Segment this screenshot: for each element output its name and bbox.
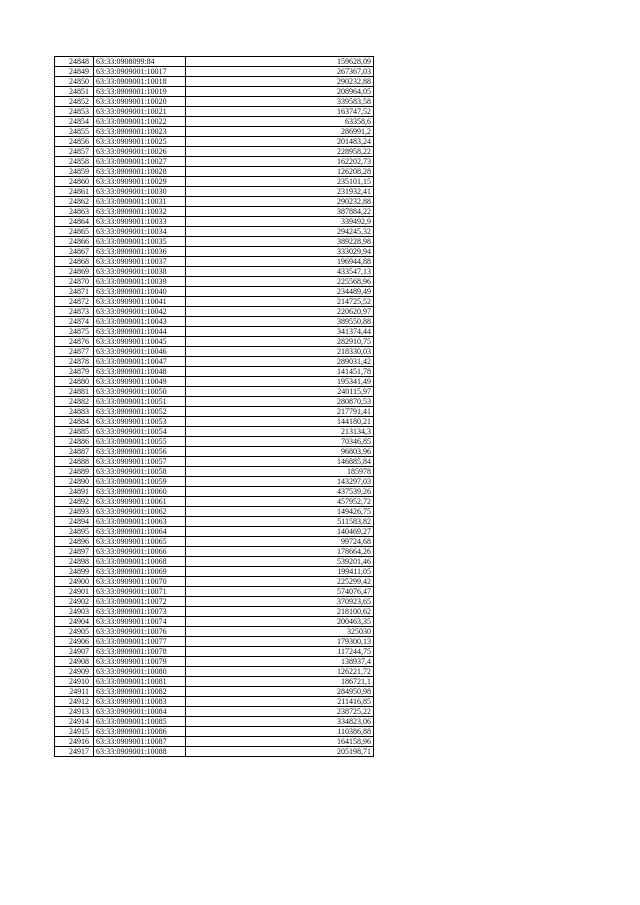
cadastral-number-cell: 63:33:0909001:10020 — [94, 97, 186, 107]
table-row — [55, 747, 374, 757]
value-cell: 126221,72 — [186, 667, 374, 677]
value-cell: 143297,03 — [186, 477, 374, 487]
cadastral-number-cell: 63:33:0909001:10029 — [94, 177, 186, 187]
value-cell: 387884,22 — [186, 207, 374, 217]
cadastral-number-cell: 63:33:0909001:10060 — [94, 487, 186, 497]
value-cell: 178664,26 — [186, 547, 374, 557]
value-cell: 141451,78 — [186, 367, 374, 377]
value-cell: 196944,88 — [186, 257, 374, 267]
cadastral-number-cell: 63:33:0909001:10051 — [94, 397, 186, 407]
value-cell: 186721,1 — [186, 677, 374, 687]
table-row — [55, 337, 374, 347]
row-number-cell: 24863 — [55, 207, 94, 217]
row-number-cell: 24884 — [55, 417, 94, 427]
cadastral-number-cell: 63:33:0909001:10043 — [94, 317, 186, 327]
cadastral-number-cell: 63:33:0909001:10079 — [94, 657, 186, 667]
cadastral-number-cell: 63:33:0909001:10023 — [94, 127, 186, 137]
cadastral-number-cell: 63:33:0909001:10062 — [94, 507, 186, 517]
row-number-cell: 24876 — [55, 337, 94, 347]
row-number-cell: 24855 — [55, 127, 94, 137]
table-row — [55, 117, 374, 127]
table-row — [55, 607, 374, 617]
value-cell: 200463,35 — [186, 617, 374, 627]
table-row — [55, 427, 374, 437]
value-cell: 201483,24 — [186, 137, 374, 147]
cadastral-number-cell: 63:33:0909001:10038 — [94, 267, 186, 277]
row-number-cell: 24899 — [55, 567, 94, 577]
value-cell: 185978 — [186, 467, 374, 477]
row-number-cell: 24911 — [55, 687, 94, 697]
row-number-cell: 24864 — [55, 217, 94, 227]
row-number-cell: 24881 — [55, 387, 94, 397]
value-cell: 140469,27 — [186, 527, 374, 537]
value-cell: 334823,06 — [186, 717, 374, 727]
cadastral-number-cell: 63:33:0909001:10072 — [94, 597, 186, 607]
cadastral-number-cell: 63:33:0909001:10035 — [94, 237, 186, 247]
value-cell: 163747,52 — [186, 107, 374, 117]
value-cell: 205198,71 — [186, 747, 374, 757]
value-cell: 294245,32 — [186, 227, 374, 237]
row-number-cell: 24908 — [55, 657, 94, 667]
cadastral-number-cell: 63:33:0909001:10084 — [94, 707, 186, 717]
cadastral-number-cell: 63:33:0909001:10042 — [94, 307, 186, 317]
table-row — [55, 97, 374, 107]
value-cell: 267367,03 — [186, 67, 374, 77]
table-row — [55, 137, 374, 147]
table-row — [55, 87, 374, 97]
row-number-cell: 24874 — [55, 317, 94, 327]
table-row — [55, 277, 374, 287]
cadastral-number-cell: 63:33:0909001:10044 — [94, 327, 186, 337]
cadastral-number-cell: 63:33:0909001:10036 — [94, 247, 186, 257]
row-number-cell: 24891 — [55, 487, 94, 497]
value-cell: 126208,28 — [186, 167, 374, 177]
table-row — [55, 657, 374, 667]
row-number-cell: 24882 — [55, 397, 94, 407]
row-number-cell: 24883 — [55, 407, 94, 417]
row-number-cell: 24890 — [55, 477, 94, 487]
cadastral-number-cell: 63:33:0909001:10034 — [94, 227, 186, 237]
row-number-cell: 24866 — [55, 237, 94, 247]
row-number-cell: 24880 — [55, 377, 94, 387]
cadastral-number-cell: 63:33:0909001:10065 — [94, 537, 186, 547]
cadastral-number-cell: 63:33:0909001:10082 — [94, 687, 186, 697]
cadastral-number-cell: 63:33:0909001:10071 — [94, 587, 186, 597]
table-row — [55, 587, 374, 597]
cadastral-number-cell: 63:33:0909001:10026 — [94, 147, 186, 157]
table-row — [55, 347, 374, 357]
row-number-cell: 24902 — [55, 597, 94, 607]
table-row — [55, 317, 374, 327]
table-row — [55, 677, 374, 687]
table-row — [55, 487, 374, 497]
value-cell: 286991,2 — [186, 127, 374, 137]
cadastral-number-cell: 63:33:0909001:10066 — [94, 547, 186, 557]
row-number-cell: 24852 — [55, 97, 94, 107]
row-number-cell: 24850 — [55, 77, 94, 87]
value-cell: 231932,41 — [186, 187, 374, 197]
table-row — [55, 697, 374, 707]
table-row — [55, 717, 374, 727]
cadastral-number-cell: 63:33:0909001:10055 — [94, 437, 186, 447]
value-cell: 433547,13 — [186, 267, 374, 277]
table-row — [55, 577, 374, 587]
table-row — [55, 687, 374, 697]
value-cell: 341374,44 — [186, 327, 374, 337]
cadastral-number-cell: 63:33:0909001:10025 — [94, 137, 186, 147]
table-row — [55, 197, 374, 207]
table-row — [55, 297, 374, 307]
row-number-cell: 24885 — [55, 427, 94, 437]
cadastral-number-cell: 63:33:0909001:10041 — [94, 297, 186, 307]
row-number-cell: 24849 — [55, 67, 94, 77]
value-cell: 218330,03 — [186, 347, 374, 357]
value-cell: 199411,05 — [186, 567, 374, 577]
row-number-cell: 24913 — [55, 707, 94, 717]
table-row — [55, 557, 374, 567]
cadastral-number-cell: 63:33:0909001:10059 — [94, 477, 186, 487]
row-number-cell: 24851 — [55, 87, 94, 97]
table-row — [55, 177, 374, 187]
cadastral-number-cell: 63:33:0909001:10077 — [94, 637, 186, 647]
table-row — [55, 567, 374, 577]
value-cell: 63358,6 — [186, 117, 374, 127]
table-row — [55, 667, 374, 677]
value-cell: 96803,96 — [186, 447, 374, 457]
row-number-cell: 24858 — [55, 157, 94, 167]
cadastral-number-cell: 63:33:0909001:10087 — [94, 737, 186, 747]
value-cell: 211416,85 — [186, 697, 374, 707]
cadastral-number-cell: 63:33:0909001:10030 — [94, 187, 186, 197]
table-row — [55, 377, 374, 387]
cadastral-number-cell: 63:33:0909001:10056 — [94, 447, 186, 457]
cadastral-number-cell: 63:33:0909001:10057 — [94, 457, 186, 467]
value-cell: 159628,09 — [186, 57, 374, 67]
value-cell: 240115,97 — [186, 387, 374, 397]
cadastral-number-cell: 63:33:0909001:10054 — [94, 427, 186, 437]
row-number-cell: 24906 — [55, 637, 94, 647]
cadastral-number-cell: 63:33:0909001:10046 — [94, 347, 186, 357]
row-number-cell: 24895 — [55, 527, 94, 537]
row-number-cell: 24871 — [55, 287, 94, 297]
table-row — [55, 287, 374, 297]
row-number-cell: 24873 — [55, 307, 94, 317]
row-number-cell: 24887 — [55, 447, 94, 457]
value-cell: 289031,42 — [186, 357, 374, 367]
row-number-cell: 24910 — [55, 677, 94, 687]
row-number-cell: 24886 — [55, 437, 94, 447]
cadastral-number-cell: 63:33:0909001:10058 — [94, 467, 186, 477]
table-row — [55, 547, 374, 557]
value-cell: 195341,49 — [186, 377, 374, 387]
table-row — [55, 637, 374, 647]
value-cell: 149426,75 — [186, 507, 374, 517]
table-row — [55, 247, 374, 257]
cadastral-number-cell: 63:33:0909001:10069 — [94, 567, 186, 577]
value-cell: 138937,4 — [186, 657, 374, 667]
value-cell: 539201,46 — [186, 557, 374, 567]
table-row — [55, 537, 374, 547]
value-cell: 117244,75 — [186, 647, 374, 657]
table-row — [55, 367, 374, 377]
row-number-cell: 24909 — [55, 667, 94, 677]
cadastral-number-cell: 63:33:0909001:10045 — [94, 337, 186, 347]
row-number-cell: 24848 — [55, 57, 94, 67]
cadastral-number-cell: 63:33:0909001:10033 — [94, 217, 186, 227]
value-cell: 164158,96 — [186, 737, 374, 747]
value-cell: 325030 — [186, 627, 374, 637]
row-number-cell: 24861 — [55, 187, 94, 197]
table-row — [55, 167, 374, 177]
table-row — [55, 397, 374, 407]
table-row — [55, 237, 374, 247]
value-cell: 370923,65 — [186, 597, 374, 607]
value-cell: 214725,52 — [186, 297, 374, 307]
row-number-cell: 24860 — [55, 177, 94, 187]
cadastral-number-cell: 63:33:0909001:10081 — [94, 677, 186, 687]
value-cell: 146885,84 — [186, 457, 374, 467]
value-cell: 290232,88 — [186, 77, 374, 87]
cadastral-number-cell: 63:33:0909001:10080 — [94, 667, 186, 677]
value-cell: 238725,22 — [186, 707, 374, 717]
cadastral-number-cell: 63:33:0909001:10070 — [94, 577, 186, 587]
row-number-cell: 24897 — [55, 547, 94, 557]
value-cell: 280870,53 — [186, 397, 374, 407]
table-row — [55, 127, 374, 137]
value-cell: 217791,41 — [186, 407, 374, 417]
row-number-cell: 24900 — [55, 577, 94, 587]
row-number-cell: 24859 — [55, 167, 94, 177]
row-number-cell: 24893 — [55, 507, 94, 517]
value-cell: 208964,05 — [186, 87, 374, 97]
cadastral-number-cell: 63:33:0909001:10085 — [94, 717, 186, 727]
table-row — [55, 357, 374, 367]
row-number-cell: 24869 — [55, 267, 94, 277]
row-number-cell: 24903 — [55, 607, 94, 617]
row-number-cell: 24878 — [55, 357, 94, 367]
value-cell: 389228,98 — [186, 237, 374, 247]
value-cell: 574076,47 — [186, 587, 374, 597]
cadastral-number-cell: 63:33:0909001:10064 — [94, 527, 186, 537]
value-cell: 162202,73 — [186, 157, 374, 167]
value-cell: 179300,13 — [186, 637, 374, 647]
cadastral-number-cell: 63:33:0909001:10074 — [94, 617, 186, 627]
cadastral-number-cell: 63:33:0909001:10050 — [94, 387, 186, 397]
cadastral-number-cell: 63:33:0909001:10047 — [94, 357, 186, 367]
table-row — [55, 417, 374, 427]
value-cell: 234489,49 — [186, 287, 374, 297]
cadastral-number-cell: 63:33:0909001:10063 — [94, 517, 186, 527]
cadastral-number-cell: 63:33:0909001:10017 — [94, 67, 186, 77]
cadastral-number-cell: 63:33:0909001:10052 — [94, 407, 186, 417]
table-row — [55, 467, 374, 477]
row-number-cell: 24862 — [55, 197, 94, 207]
row-number-cell: 24907 — [55, 647, 94, 657]
row-number-cell: 24916 — [55, 737, 94, 747]
cadastral-number-cell: 63:33:0909001:10088 — [94, 747, 186, 757]
table-row — [55, 707, 374, 717]
table-row — [55, 307, 374, 317]
table-row — [55, 647, 374, 657]
table-row — [55, 227, 374, 237]
row-number-cell: 24905 — [55, 627, 94, 637]
cadastral-number-cell: 63:33:0909001:10068 — [94, 557, 186, 567]
value-cell: 110386,88 — [186, 727, 374, 737]
row-number-cell: 24856 — [55, 137, 94, 147]
row-number-cell: 24875 — [55, 327, 94, 337]
value-cell: 70346,85 — [186, 437, 374, 447]
value-cell: 389550,88 — [186, 317, 374, 327]
row-number-cell: 24901 — [55, 587, 94, 597]
cadastral-number-cell: 63:33:0908099:84 — [94, 57, 186, 67]
row-number-cell: 24904 — [55, 617, 94, 627]
cadastral-number-cell: 63:33:0909001:10073 — [94, 607, 186, 617]
table-row — [55, 187, 374, 197]
table-row — [55, 257, 374, 267]
cadastral-number-cell: 63:33:0909001:10019 — [94, 87, 186, 97]
value-cell: 99724,68 — [186, 537, 374, 547]
row-number-cell: 24896 — [55, 537, 94, 547]
row-number-cell: 24854 — [55, 117, 94, 127]
table-row — [55, 407, 374, 417]
table-row — [55, 147, 374, 157]
table-row — [55, 517, 374, 527]
cadastral-number-cell: 63:33:0909001:10032 — [94, 207, 186, 217]
table-row — [55, 507, 374, 517]
table-row — [55, 157, 374, 167]
value-cell: 339583,58 — [186, 97, 374, 107]
value-cell: 282910,75 — [186, 337, 374, 347]
table-body — [55, 57, 374, 757]
cadastral-number-cell: 63:33:0909001:10040 — [94, 287, 186, 297]
table-row — [55, 67, 374, 77]
value-cell: 225568,96 — [186, 277, 374, 287]
value-cell: 220620,97 — [186, 307, 374, 317]
row-number-cell: 24879 — [55, 367, 94, 377]
cadastral-number-cell: 63:33:0909001:10028 — [94, 167, 186, 177]
table-row — [55, 267, 374, 277]
row-number-cell: 24872 — [55, 297, 94, 307]
table-row — [55, 57, 374, 67]
value-cell: 228958,22 — [186, 147, 374, 157]
cadastral-number-cell: 63:33:0909001:10027 — [94, 157, 186, 167]
table-row — [55, 477, 374, 487]
row-number-cell: 24898 — [55, 557, 94, 567]
table-row — [55, 107, 374, 117]
value-cell: 333029,94 — [186, 247, 374, 257]
row-number-cell: 24853 — [55, 107, 94, 117]
value-cell: 290232,88 — [186, 197, 374, 207]
row-number-cell: 24857 — [55, 147, 94, 157]
table-row — [55, 727, 374, 737]
table-row — [55, 77, 374, 87]
cadastral-number-cell: 63:33:0909001:10086 — [94, 727, 186, 737]
cadastral-number-cell: 63:33:0909001:10061 — [94, 497, 186, 507]
cadastral-number-cell: 63:33:0909001:10049 — [94, 377, 186, 387]
table-row — [55, 447, 374, 457]
row-number-cell: 24892 — [55, 497, 94, 507]
cadastral-number-cell: 63:33:0909001:10078 — [94, 647, 186, 657]
table-row — [55, 497, 374, 507]
value-cell: 235101,15 — [186, 177, 374, 187]
cadastral-number-cell: 63:33:0909001:10022 — [94, 117, 186, 127]
value-cell: 225299,42 — [186, 577, 374, 587]
value-cell: 437539,26 — [186, 487, 374, 497]
value-cell: 339492,9 — [186, 217, 374, 227]
table-row — [55, 737, 374, 747]
value-cell: 511583,82 — [186, 517, 374, 527]
table-row — [55, 457, 374, 467]
cadastral-number-cell: 63:33:0909001:10053 — [94, 417, 186, 427]
value-cell: 457952,72 — [186, 497, 374, 507]
row-number-cell: 24915 — [55, 727, 94, 737]
table-row — [55, 327, 374, 337]
table-row — [55, 617, 374, 627]
table-row — [55, 207, 374, 217]
table-row — [55, 527, 374, 537]
row-number-cell: 24870 — [55, 277, 94, 287]
value-cell: 144180,21 — [186, 417, 374, 427]
cadastral-number-cell: 63:33:0909001:10021 — [94, 107, 186, 117]
row-number-cell: 24867 — [55, 247, 94, 257]
row-number-cell: 24894 — [55, 517, 94, 527]
row-number-cell: 24888 — [55, 457, 94, 467]
row-number-cell: 24912 — [55, 697, 94, 707]
cadastral-number-cell: 63:33:0909001:10039 — [94, 277, 186, 287]
table-row — [55, 597, 374, 607]
cadastral-table — [54, 56, 374, 757]
cadastral-number-cell: 63:33:0909001:10083 — [94, 697, 186, 707]
value-cell: 213134,3 — [186, 427, 374, 437]
value-cell: 284950,98 — [186, 687, 374, 697]
value-cell: 218100,62 — [186, 607, 374, 617]
row-number-cell: 24889 — [55, 467, 94, 477]
row-number-cell: 24914 — [55, 717, 94, 727]
cadastral-number-cell: 63:33:0909001:10037 — [94, 257, 186, 267]
table-row — [55, 437, 374, 447]
row-number-cell: 24917 — [55, 747, 94, 757]
row-number-cell: 24877 — [55, 347, 94, 357]
cadastral-number-cell: 63:33:0909001:10031 — [94, 197, 186, 207]
table-row — [55, 217, 374, 227]
cadastral-number-cell: 63:33:0909001:10018 — [94, 77, 186, 87]
table-row — [55, 627, 374, 637]
table-row — [55, 387, 374, 397]
row-number-cell: 24865 — [55, 227, 94, 237]
cadastral-number-cell: 63:33:0909001:10076 — [94, 627, 186, 637]
row-number-cell: 24868 — [55, 257, 94, 267]
cadastral-number-cell: 63:33:0909001:10048 — [94, 367, 186, 377]
